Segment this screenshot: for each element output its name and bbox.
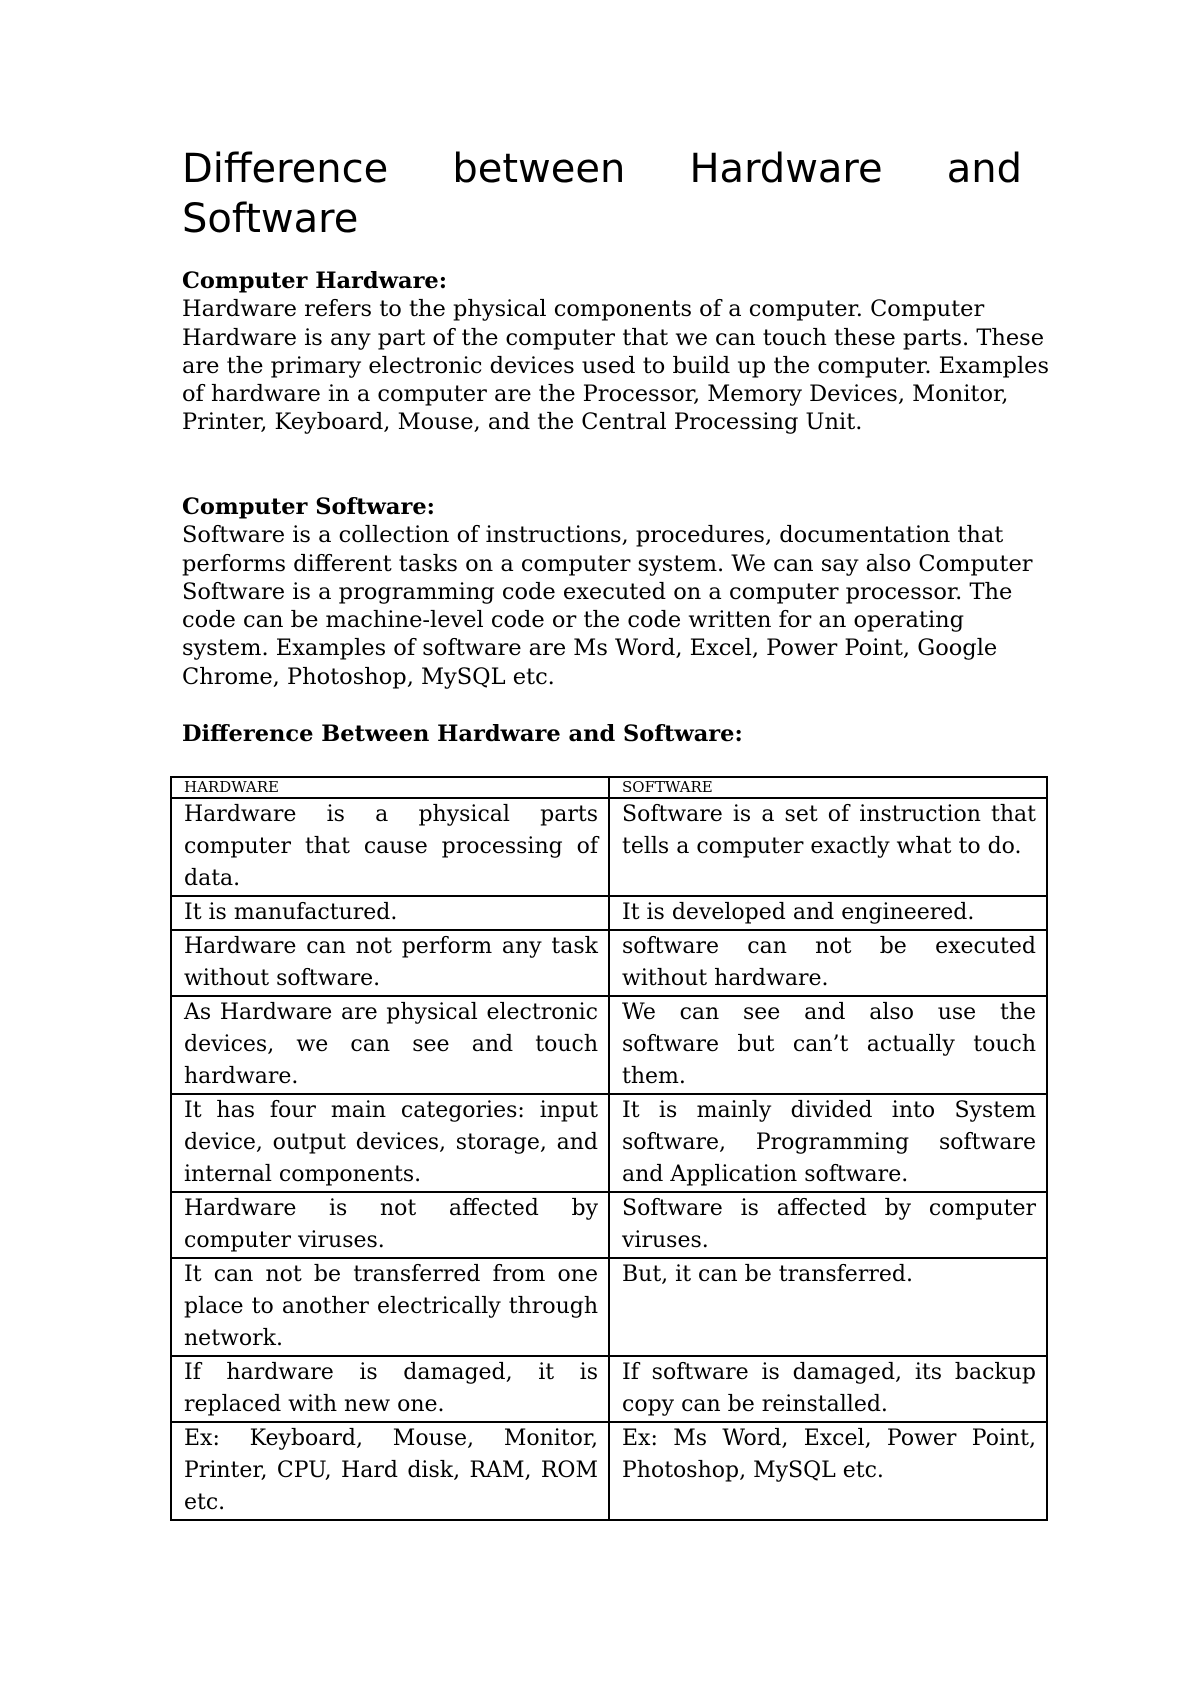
hardware-cell: It is manufactured.: [171, 896, 609, 930]
table-row: [171, 1258, 1047, 1356]
table-header-row: [171, 777, 1047, 798]
section-computer-hardware: [182, 267, 1052, 437]
software-cell: If software is damaged, its backup copy can be reinstalled.: [609, 1356, 1047, 1422]
section-body: Software is a collection of instructions, procedures, documentation that performs different tasks on a computer system. We can say also Computer Software is a programming code executed on a computer processor. The code can be machine-level code or the code written for an operating system. Examples of software are Ms Word, Excel, Power Point, Google Chrome, Photoshop, MySQL etc.: [182, 522, 1033, 690]
software-cell: It is mainly divided into System software, Programming software and Application software.: [609, 1094, 1047, 1192]
software-cell: Software is affected by computer viruses.: [609, 1192, 1047, 1258]
software-cell: But, it can be transferred.: [609, 1258, 1047, 1356]
table-row: [171, 1094, 1047, 1192]
software-cell: We can see and also use the software but can’t actually touch them.: [609, 996, 1047, 1094]
hardware-cell: Hardware is not affected by computer viruses.: [171, 1192, 609, 1258]
header-hardware: HARDWARE: [171, 777, 609, 798]
hardware-cell: Hardware is a physical parts computer that cause processing of data.: [171, 798, 609, 896]
table-row: [171, 1356, 1047, 1422]
section-heading: Computer Hardware:: [182, 268, 448, 294]
hardware-cell: It has four main categories: input device, output devices, storage, and internal components.: [171, 1094, 609, 1192]
software-cell: software can not be executed without hardware.: [609, 930, 1047, 996]
section-heading: Computer Software:: [182, 494, 435, 520]
table-heading: Difference Between Hardware and Software:: [182, 721, 743, 747]
software-cell: It is developed and engineered.: [609, 896, 1047, 930]
hardware-cell: Ex: Keyboard, Mouse, Monitor, Printer, CPU, Hard disk, RAM, ROM etc.: [171, 1422, 609, 1520]
hardware-cell: As Hardware are physical electronic devices, we can see and touch hardware.: [171, 996, 609, 1094]
section-computer-software: [182, 493, 1052, 691]
section-body: Hardware refers to the physical components of a computer. Computer Hardware is any part of the computer that we can touch these parts. These are the primary electronic devices used to build up the computer. Examples of hardware in a computer are the Processor, Memory Devices, Monitor, Printer, Keyboard, Mouse, and the Central Processing Unit.: [182, 296, 1049, 436]
software-cell: Software is a set of instruction that tells a computer exactly what to do.: [609, 798, 1047, 896]
document-title: Difference between Hardware and Software: [182, 146, 1022, 242]
table-row: [171, 1192, 1047, 1258]
hardware-cell: It can not be transferred from one place to another electrically through network.: [171, 1258, 609, 1356]
hardware-cell: Hardware can not perform any task without software.: [171, 930, 609, 996]
table-row: [171, 996, 1047, 1094]
hardware-cell: If hardware is damaged, it is replaced with new one.: [171, 1356, 609, 1422]
software-cell: Ex: Ms Word, Excel, Power Point, Photoshop, MySQL etc.: [609, 1422, 1047, 1520]
table-row: [171, 896, 1047, 930]
table-row: [171, 798, 1047, 896]
header-software: SOFTWARE: [609, 777, 1047, 798]
table-row: [171, 1422, 1047, 1520]
table-row: [171, 930, 1047, 996]
comparison-table: [170, 776, 1048, 1521]
